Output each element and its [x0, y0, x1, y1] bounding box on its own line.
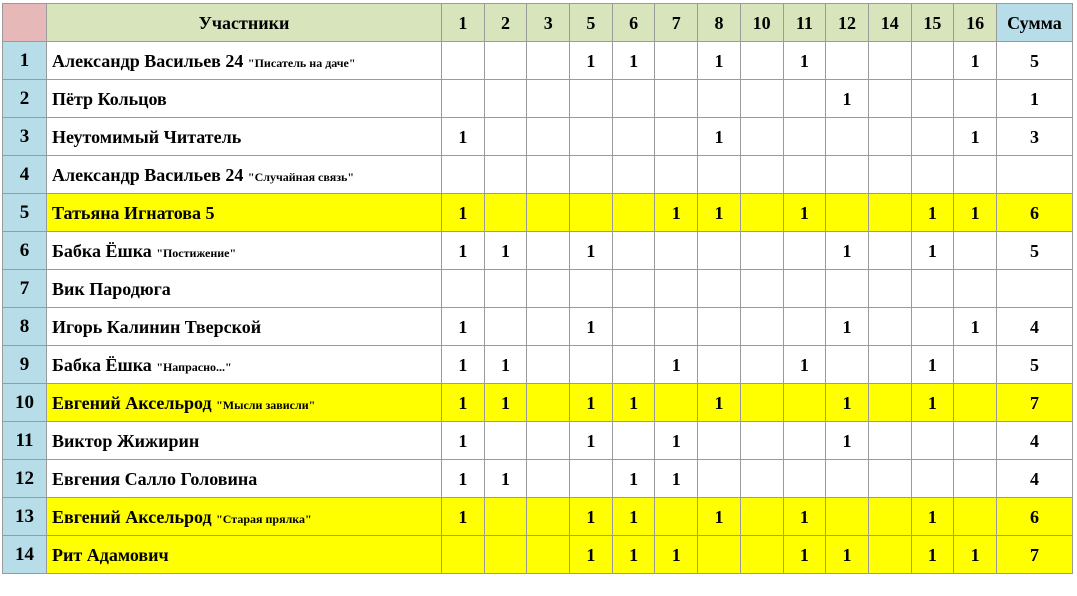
- table-row: [3, 80, 1073, 118]
- row-total: 5: [996, 346, 1072, 384]
- vote-cell: 1: [911, 232, 954, 270]
- participants-header: Участники: [47, 4, 442, 42]
- vote-cell: [954, 498, 997, 536]
- vote-cell: [911, 156, 954, 194]
- vote-cell: 1: [911, 498, 954, 536]
- vote-cell: [612, 270, 655, 308]
- row-total: 7: [996, 536, 1072, 574]
- vote-cell: [954, 422, 997, 460]
- vote-cell: 1: [826, 384, 869, 422]
- column-header: 10: [740, 4, 783, 42]
- participant-name-cell: [47, 42, 442, 80]
- table-row: [3, 498, 1073, 536]
- vote-cell: [612, 118, 655, 156]
- vote-cell: [740, 498, 783, 536]
- table-row: [3, 384, 1073, 422]
- vote-cell: [783, 460, 826, 498]
- work-title: "Напрасно...": [156, 359, 232, 374]
- row-total: 1: [996, 80, 1072, 118]
- vote-cell: [826, 498, 869, 536]
- vote-cell: [911, 422, 954, 460]
- row-number: 12: [3, 460, 47, 498]
- vote-cell: 1: [911, 346, 954, 384]
- vote-cell: [740, 460, 783, 498]
- vote-cell: 1: [612, 536, 655, 574]
- participant-name-cell: [47, 460, 442, 498]
- row-total: 5: [996, 232, 1072, 270]
- vote-cell: [698, 156, 741, 194]
- vote-cell: 1: [570, 498, 613, 536]
- vote-cell: [954, 232, 997, 270]
- vote-cell: [527, 460, 570, 498]
- table-row: [3, 118, 1073, 156]
- row-number: 8: [3, 308, 47, 346]
- vote-cell: [868, 232, 911, 270]
- table-row: [3, 346, 1073, 384]
- vote-cell: [570, 156, 613, 194]
- row-total: 7: [996, 384, 1072, 422]
- vote-cell: 1: [570, 42, 613, 80]
- vote-cell: [783, 308, 826, 346]
- vote-cell: 1: [698, 118, 741, 156]
- vote-cell: 1: [954, 536, 997, 574]
- table-row: [3, 460, 1073, 498]
- vote-cell: [783, 384, 826, 422]
- participant-name: Бабка Ёшка: [52, 240, 152, 261]
- vote-cell: [826, 194, 869, 232]
- row-number: 7: [3, 270, 47, 308]
- participant-name: Евгений Аксельрод: [52, 392, 212, 413]
- vote-cell: [740, 80, 783, 118]
- vote-cell: [527, 270, 570, 308]
- vote-cell: 1: [442, 346, 485, 384]
- vote-cell: [698, 536, 741, 574]
- vote-cell: 1: [484, 346, 527, 384]
- vote-cell: [868, 194, 911, 232]
- vote-cell: [442, 270, 485, 308]
- row-number: 10: [3, 384, 47, 422]
- vote-cell: 1: [655, 346, 698, 384]
- vote-cell: [527, 232, 570, 270]
- vote-cell: 1: [442, 308, 485, 346]
- row-number: 3: [3, 118, 47, 156]
- vote-cell: [484, 156, 527, 194]
- vote-cell: [442, 536, 485, 574]
- vote-cell: [740, 156, 783, 194]
- vote-cell: [911, 308, 954, 346]
- vote-cell: [655, 118, 698, 156]
- participant-name-cell: [47, 80, 442, 118]
- vote-cell: 1: [612, 498, 655, 536]
- vote-cell: [527, 194, 570, 232]
- vote-cell: [484, 422, 527, 460]
- vote-cell: 1: [698, 194, 741, 232]
- vote-cell: [655, 498, 698, 536]
- vote-cell: [527, 536, 570, 574]
- vote-cell: [698, 422, 741, 460]
- participant-name: Неутомимый Читатель: [52, 126, 242, 147]
- vote-cell: 1: [484, 384, 527, 422]
- vote-cell: [868, 498, 911, 536]
- row-total: 5: [996, 42, 1072, 80]
- vote-cell: [612, 156, 655, 194]
- column-header: 6: [612, 4, 655, 42]
- vote-cell: [911, 270, 954, 308]
- vote-cell: [783, 232, 826, 270]
- vote-cell: [442, 42, 485, 80]
- participant-name-cell: [47, 118, 442, 156]
- vote-cell: [527, 118, 570, 156]
- vote-cell: [783, 156, 826, 194]
- vote-cell: [740, 118, 783, 156]
- vote-cell: 1: [655, 422, 698, 460]
- vote-cell: [655, 80, 698, 118]
- vote-cell: 1: [826, 232, 869, 270]
- vote-cell: [484, 42, 527, 80]
- work-title: "Постижение": [156, 245, 237, 260]
- vote-cell: [698, 308, 741, 346]
- row-number: 4: [3, 156, 47, 194]
- vote-cell: [484, 80, 527, 118]
- vote-cell: 1: [783, 42, 826, 80]
- vote-cell: 1: [826, 422, 869, 460]
- row-number: 2: [3, 80, 47, 118]
- vote-cell: [954, 80, 997, 118]
- participant-name: Пётр Кольцов: [52, 88, 167, 109]
- vote-cell: [911, 118, 954, 156]
- column-header: 15: [911, 4, 954, 42]
- vote-cell: [826, 118, 869, 156]
- row-number: 11: [3, 422, 47, 460]
- vote-cell: [655, 42, 698, 80]
- vote-cell: [740, 346, 783, 384]
- work-title: "Писатель на даче": [247, 55, 356, 70]
- vote-cell: 1: [442, 422, 485, 460]
- vote-cell: [442, 156, 485, 194]
- vote-cell: [612, 232, 655, 270]
- participant-name: Бабка Ёшка: [52, 354, 152, 375]
- voting-table: [2, 3, 1073, 574]
- vote-cell: [570, 460, 613, 498]
- vote-cell: [911, 460, 954, 498]
- column-header: 12: [826, 4, 869, 42]
- vote-cell: 1: [612, 460, 655, 498]
- vote-cell: [826, 460, 869, 498]
- participant-name-cell: [47, 308, 442, 346]
- vote-cell: [484, 308, 527, 346]
- vote-cell: [570, 118, 613, 156]
- vote-cell: 1: [484, 232, 527, 270]
- vote-cell: [655, 384, 698, 422]
- vote-cell: 1: [954, 194, 997, 232]
- row-total: 4: [996, 422, 1072, 460]
- vote-cell: [612, 80, 655, 118]
- vote-cell: 1: [442, 118, 485, 156]
- participant-name-cell: [47, 194, 442, 232]
- table-row: [3, 42, 1073, 80]
- vote-cell: [868, 422, 911, 460]
- vote-cell: [698, 232, 741, 270]
- vote-cell: [868, 118, 911, 156]
- column-header: 16: [954, 4, 997, 42]
- vote-cell: [527, 422, 570, 460]
- row-total: 3: [996, 118, 1072, 156]
- column-header: 11: [783, 4, 826, 42]
- vote-cell: 1: [954, 42, 997, 80]
- vote-cell: 1: [655, 536, 698, 574]
- participant-name-cell: [47, 232, 442, 270]
- vote-cell: [868, 42, 911, 80]
- vote-cell: [740, 194, 783, 232]
- vote-cell: 1: [911, 384, 954, 422]
- row-number: 14: [3, 536, 47, 574]
- participant-name: Виктор Жижирин: [52, 430, 200, 451]
- vote-cell: [655, 270, 698, 308]
- vote-cell: [783, 118, 826, 156]
- column-header: 2: [484, 4, 527, 42]
- table-row: [3, 536, 1073, 574]
- table-row: [3, 422, 1073, 460]
- vote-cell: [911, 42, 954, 80]
- vote-cell: [655, 232, 698, 270]
- vote-cell: 1: [911, 194, 954, 232]
- vote-cell: [698, 80, 741, 118]
- vote-cell: [655, 156, 698, 194]
- row-number: 6: [3, 232, 47, 270]
- row-number: 9: [3, 346, 47, 384]
- work-title: "Случайная связь": [247, 169, 355, 184]
- vote-cell: [868, 270, 911, 308]
- vote-cell: 1: [442, 232, 485, 270]
- vote-cell: 1: [570, 384, 613, 422]
- vote-cell: [570, 270, 613, 308]
- row-total: 6: [996, 194, 1072, 232]
- row-number: 1: [3, 42, 47, 80]
- vote-cell: [868, 308, 911, 346]
- vote-cell: [698, 346, 741, 384]
- vote-cell: 1: [783, 498, 826, 536]
- table-row: [3, 194, 1073, 232]
- vote-cell: [527, 156, 570, 194]
- vote-cell: 1: [826, 536, 869, 574]
- table-body: [3, 42, 1073, 574]
- vote-cell: [740, 270, 783, 308]
- row-total: 4: [996, 308, 1072, 346]
- vote-cell: [570, 346, 613, 384]
- row-total: [996, 270, 1072, 308]
- vote-cell: [527, 498, 570, 536]
- vote-cell: [954, 346, 997, 384]
- vote-cell: 1: [570, 232, 613, 270]
- vote-cell: [740, 384, 783, 422]
- vote-cell: 1: [655, 194, 698, 232]
- vote-cell: [740, 308, 783, 346]
- vote-cell: [527, 346, 570, 384]
- corner-cell: [3, 4, 47, 42]
- vote-cell: [868, 384, 911, 422]
- row-total: 6: [996, 498, 1072, 536]
- vote-cell: [868, 346, 911, 384]
- column-header: 1: [442, 4, 485, 42]
- vote-cell: [868, 156, 911, 194]
- vote-cell: [612, 422, 655, 460]
- vote-cell: 1: [570, 422, 613, 460]
- vote-cell: [484, 194, 527, 232]
- vote-cell: [484, 118, 527, 156]
- table-row: [3, 232, 1073, 270]
- participant-name: Евгений Аксельрод: [52, 506, 212, 527]
- vote-cell: [868, 80, 911, 118]
- vote-cell: [740, 422, 783, 460]
- participant-name-cell: [47, 422, 442, 460]
- vote-cell: [740, 232, 783, 270]
- vote-cell: 1: [783, 536, 826, 574]
- participant-name: Александр Васильев 24: [52, 50, 244, 71]
- column-header: 3: [527, 4, 570, 42]
- vote-cell: [698, 270, 741, 308]
- vote-cell: [826, 42, 869, 80]
- vote-cell: 1: [911, 536, 954, 574]
- vote-cell: [484, 536, 527, 574]
- row-number: 13: [3, 498, 47, 536]
- work-title: "Старая прялка": [216, 511, 312, 526]
- participant-name-cell: [47, 384, 442, 422]
- table-row: [3, 156, 1073, 194]
- vote-cell: [740, 42, 783, 80]
- vote-cell: [527, 80, 570, 118]
- participant-name-cell: [47, 270, 442, 308]
- table-row: [3, 308, 1073, 346]
- vote-cell: 1: [612, 384, 655, 422]
- vote-cell: 1: [442, 460, 485, 498]
- participant-name: Вик Пародюга: [52, 278, 171, 299]
- vote-cell: [783, 270, 826, 308]
- vote-cell: [698, 460, 741, 498]
- participant-name-cell: [47, 536, 442, 574]
- vote-cell: [826, 156, 869, 194]
- vote-cell: [612, 194, 655, 232]
- participant-name: Рит Адамович: [52, 544, 169, 565]
- vote-cell: [954, 384, 997, 422]
- vote-cell: [826, 270, 869, 308]
- vote-cell: [484, 270, 527, 308]
- row-number: 5: [3, 194, 47, 232]
- vote-cell: [954, 270, 997, 308]
- vote-cell: [954, 460, 997, 498]
- vote-cell: [527, 308, 570, 346]
- vote-cell: [570, 194, 613, 232]
- vote-cell: [527, 42, 570, 80]
- vote-cell: 1: [826, 308, 869, 346]
- vote-cell: 1: [655, 460, 698, 498]
- vote-cell: 1: [442, 194, 485, 232]
- row-total: 4: [996, 460, 1072, 498]
- vote-cell: 1: [698, 42, 741, 80]
- vote-cell: [570, 80, 613, 118]
- vote-cell: [612, 308, 655, 346]
- vote-cell: [612, 346, 655, 384]
- header-row: [3, 4, 1073, 42]
- vote-cell: 1: [484, 460, 527, 498]
- vote-cell: 1: [570, 536, 613, 574]
- vote-cell: 1: [954, 118, 997, 156]
- total-header: Сумма: [996, 4, 1072, 42]
- participant-name-cell: [47, 346, 442, 384]
- vote-cell: 1: [442, 498, 485, 536]
- vote-cell: [783, 422, 826, 460]
- vote-cell: [783, 80, 826, 118]
- vote-cell: 1: [783, 194, 826, 232]
- vote-cell: [740, 536, 783, 574]
- table-row: [3, 270, 1073, 308]
- row-total: [996, 156, 1072, 194]
- vote-cell: [826, 346, 869, 384]
- column-header: 8: [698, 4, 741, 42]
- vote-cell: 1: [570, 308, 613, 346]
- work-title: "Мысли зависли": [216, 397, 316, 412]
- vote-cell: 1: [442, 384, 485, 422]
- vote-cell: [484, 498, 527, 536]
- participant-name: Игорь Калинин Тверской: [52, 316, 262, 337]
- participant-name: Александр Васильев 24: [52, 164, 244, 185]
- vote-cell: [954, 156, 997, 194]
- column-header: 7: [655, 4, 698, 42]
- vote-cell: 1: [783, 346, 826, 384]
- vote-cell: [527, 384, 570, 422]
- vote-cell: [868, 460, 911, 498]
- vote-cell: 1: [954, 308, 997, 346]
- column-header: 5: [570, 4, 613, 42]
- vote-cell: [911, 80, 954, 118]
- participant-name: Татьяна Игнатова 5: [52, 202, 215, 223]
- vote-cell: 1: [612, 42, 655, 80]
- participant-name-cell: [47, 156, 442, 194]
- participant-name: Евгения Салло Головина: [52, 468, 258, 489]
- column-header: 14: [868, 4, 911, 42]
- vote-cell: [442, 80, 485, 118]
- vote-cell: [868, 536, 911, 574]
- vote-cell: 1: [698, 498, 741, 536]
- participant-name-cell: [47, 498, 442, 536]
- vote-cell: 1: [698, 384, 741, 422]
- vote-cell: 1: [826, 80, 869, 118]
- vote-cell: [655, 308, 698, 346]
